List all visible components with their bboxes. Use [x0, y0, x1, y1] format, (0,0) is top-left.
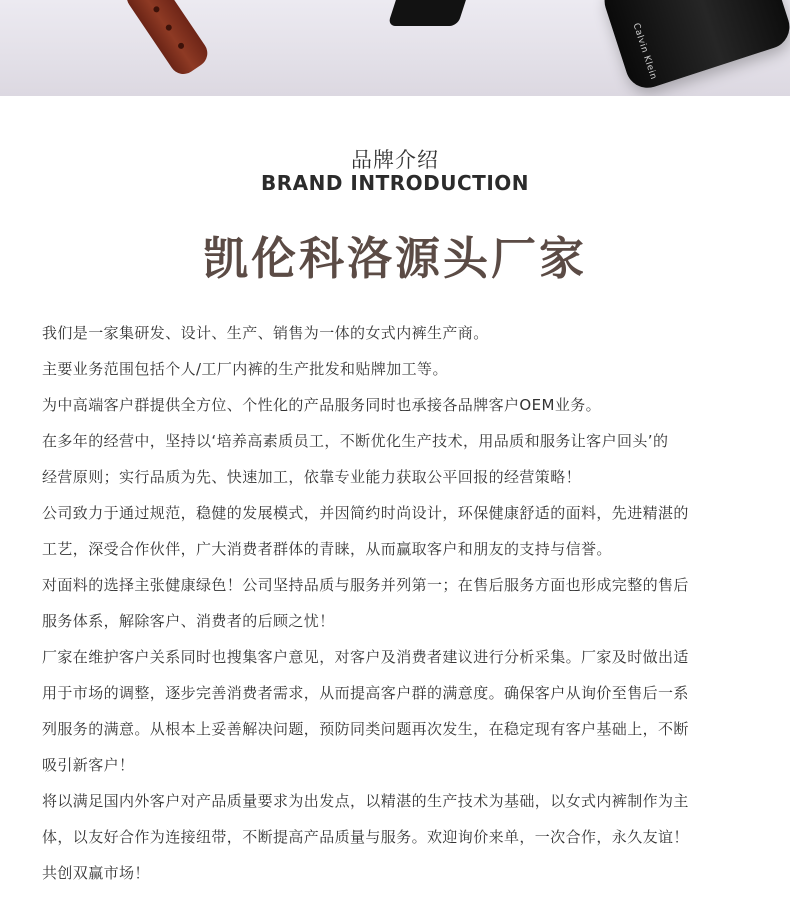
- text-line: 体，以友好合作为连接纽带，不断提高产品质量与服务。欢迎询价来单，一次合作，永久友谊！: [42, 828, 689, 846]
- strap-hole: [165, 23, 173, 31]
- brand-description: [42, 318, 732, 894]
- section-heading-chinese: 品牌介绍: [351, 148, 439, 172]
- text-line: 将以满足国内外客户对产品质量要求为出发点，以精湛的生产技术为基础，以女式内裤制作为主: [42, 792, 689, 810]
- text-line: 主要业务范围包括个人/工厂内裤的生产批发和贴牌加工等。: [42, 360, 448, 378]
- strap-hole: [177, 42, 185, 50]
- text-line: 厂家在维护客户关系同时也搜集客户意见，对客户及消费者建议进行分析采集。厂家及时做出适: [42, 648, 689, 666]
- section-heading-english: BRAND INTRODUCTION: [261, 171, 529, 195]
- text-line: 我们是一家集研发、设计、生产、销售为一体的女式内裤生产商。: [42, 324, 489, 342]
- gift-box-image: [387, 0, 468, 26]
- text-line: 用于市场的调整，逐步完善消费者需求，从而提高客户群的满意度。确保客户从询价至售后一系: [42, 684, 689, 702]
- text-line: 在多年的经营中，坚持以‘培养高素质员工，不断优化生产技术，用品质和服务让客户回头’的: [42, 432, 669, 450]
- text-line: 公司致力于通过规范，稳健的发展模式，并因简约时尚设计，环保健康舒适的面料，先进精湛的: [42, 504, 689, 522]
- text-line: 工艺，深受合作伙伴，广大消费者群体的青睐，从而赢取客户和朋友的支持与信誉。: [42, 540, 612, 558]
- text-line: 列服务的满意。从根本上妥善解决问题，预防同类问题再次发生，在稳定现有客户基础上，不断: [42, 720, 689, 738]
- text-line: 对面料的选择主张健康绿色！公司坚持品质与服务并列第一；在售后服务方面也形成完整的售后: [42, 576, 689, 594]
- text-line: 经营原则；实行品质为先、快速加工，依靠专业能力获取公平回报的经营策略！: [42, 468, 582, 486]
- watch-strap-image: [121, 0, 212, 79]
- text-line: 共创双赢市场！: [42, 864, 150, 882]
- text-line: 服务体系，解除客户、消费者的后顾之忧！: [42, 612, 335, 630]
- hero-banner-image: [0, 0, 790, 96]
- text-line: 为中高端客户群提供全方位、个性化的产品服务同时也承接各品牌客户OEM业务。: [42, 396, 602, 414]
- company-title: 凯伦科洛源头厂家: [202, 232, 587, 285]
- text-line: 吸引新客户！: [42, 756, 135, 774]
- perfume-bottle-image: [599, 0, 790, 94]
- bottle-brand-label: Calvin Klein: [630, 22, 659, 82]
- strap-hole: [152, 5, 160, 13]
